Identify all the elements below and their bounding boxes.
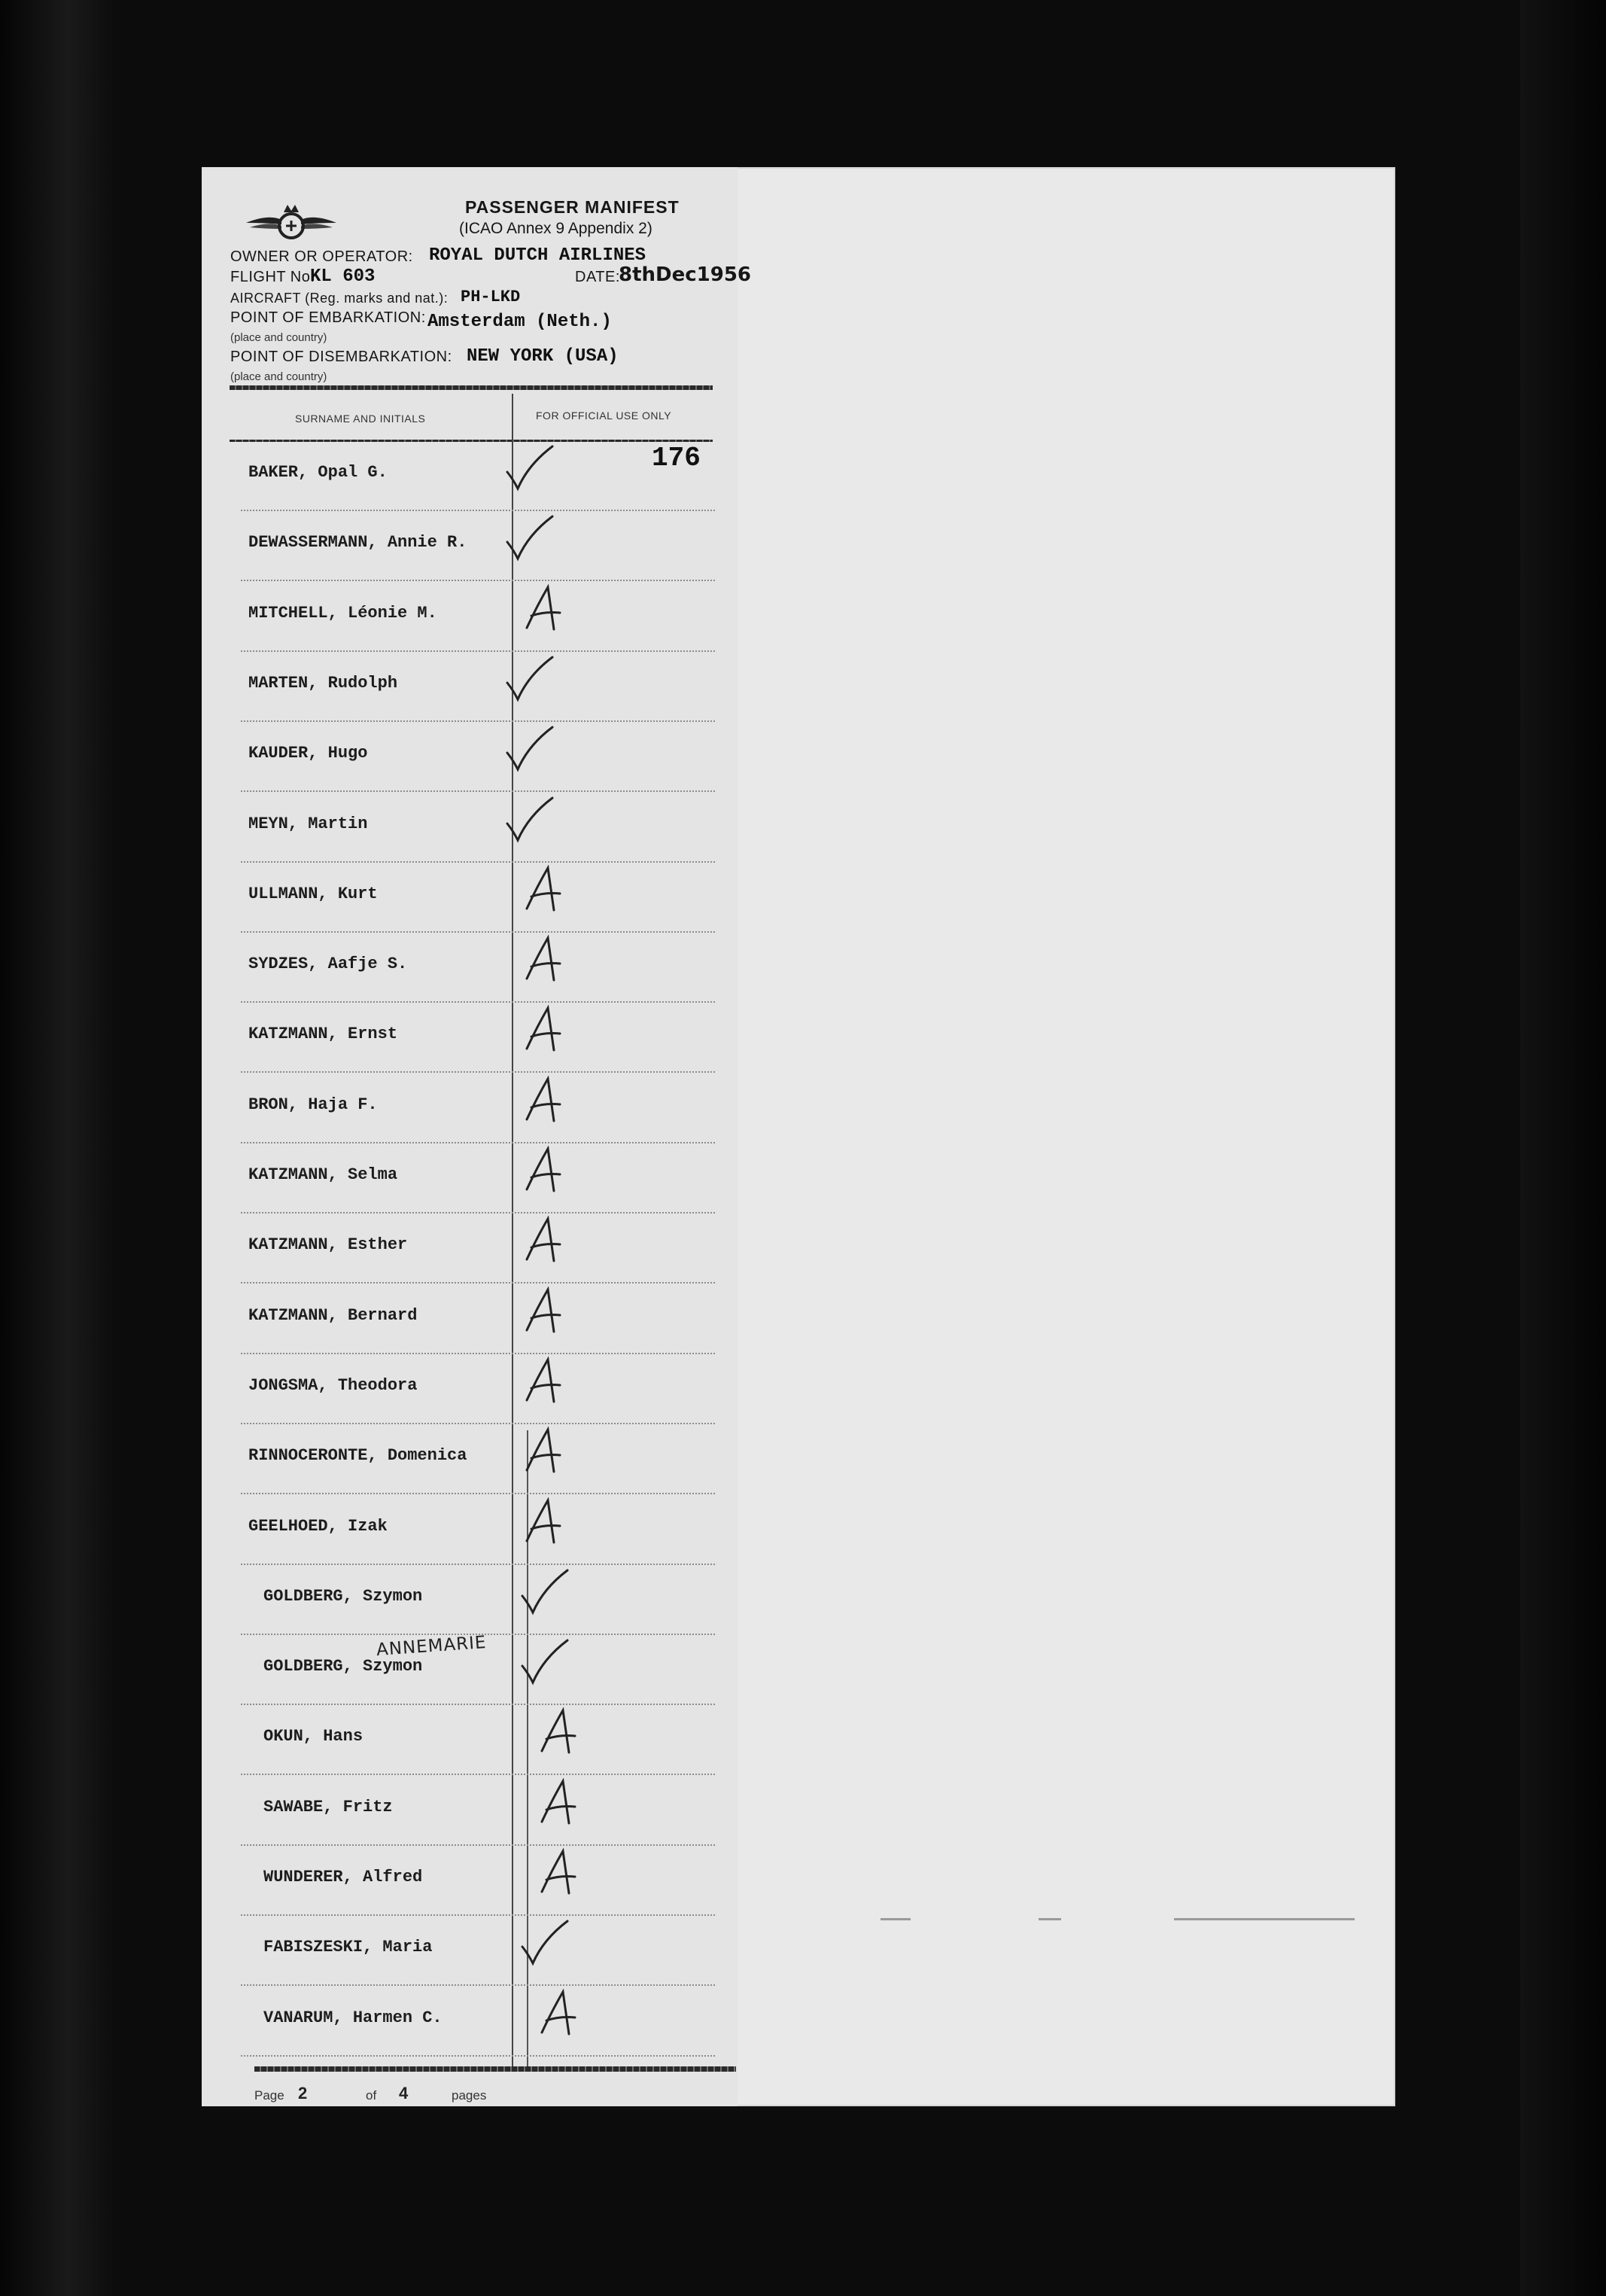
row-rule [241, 861, 715, 863]
passenger-name: ULLMANN, Kurt [248, 884, 378, 903]
handwritten-a-mark [519, 1355, 572, 1408]
owner-value: ROYAL DUTCH AIRLINES [429, 245, 646, 266]
passenger-name: RINNOCERONTE, Domenica [248, 1446, 467, 1466]
row-rule [241, 1984, 715, 1986]
date-value: 8thDec1956 [619, 263, 752, 286]
passenger-name: BAKER, Opal G. [248, 463, 388, 482]
passenger-name: VANARUM, Harmen C. [263, 2008, 443, 2027]
flight-label: FLIGHT No. [230, 269, 315, 285]
row-rule [241, 1142, 715, 1143]
passenger-name: GOLDBERG, Szymon [263, 1586, 423, 1606]
passenger-name: SYDZES, Aafje S. [248, 955, 408, 974]
checkmark-icon [503, 442, 555, 495]
footer-page-label: Page [254, 2088, 284, 2103]
column-divider [512, 394, 513, 2066]
passenger-name: SAWABE, Fritz [263, 1797, 393, 1816]
scan-border-left [0, 0, 113, 2296]
handwritten-a-mark [519, 1496, 572, 1548]
column-header-name: SURNAME AND INITIALS [295, 413, 426, 425]
column-header-official: FOR OFFICIAL USE ONLY [536, 410, 672, 422]
handwritten-a-mark [519, 1074, 572, 1127]
row-rule [241, 1353, 715, 1354]
checkmark-icon [503, 723, 555, 775]
handwritten-a-mark [519, 1425, 572, 1478]
passenger-name: MITCHELL, Léonie M. [248, 603, 437, 623]
airline-logo-icon [242, 197, 340, 250]
footer-rule [254, 2066, 736, 2072]
row-rule [241, 1212, 715, 1213]
form-title: PASSENGER MANIFEST [465, 197, 680, 217]
passenger-name: GEELHOED, Izak [248, 1516, 388, 1536]
passenger-name: KATZMANN, Ernst [248, 1025, 398, 1044]
handwritten-a-mark [534, 1847, 587, 1899]
row-rule [241, 1704, 715, 1705]
checkmark-icon [503, 653, 555, 705]
passenger-name: KAUDER, Hugo [248, 744, 368, 763]
sheet-number: 176 [652, 443, 701, 474]
scan-speck [1174, 1918, 1355, 1920]
handwritten-a-mark [519, 933, 572, 986]
row-rule [241, 1282, 715, 1284]
handwritten-a-mark [534, 1706, 587, 1759]
checkmark-icon [503, 512, 555, 565]
date-label: DATE: [575, 269, 620, 285]
footer-pages-label: pages [452, 2088, 487, 2103]
owner-label: OWNER OR OPERATOR: [230, 248, 413, 265]
row-rule [241, 1493, 715, 1494]
row-rule [241, 1071, 715, 1073]
column-header-rule [230, 440, 713, 442]
checkmark-icon [518, 1566, 570, 1618]
row-rule [241, 720, 715, 722]
disembarkation-label: POINT OF DISEMBARKATION: [230, 349, 452, 365]
row-rule [241, 931, 715, 933]
handwritten-a-mark [519, 583, 572, 635]
checkmark-icon [518, 1636, 570, 1689]
handwritten-a-mark [519, 863, 572, 916]
scan-speck [881, 1918, 911, 1920]
row-rule [241, 650, 715, 652]
row-rule [241, 1844, 715, 1846]
row-rule [241, 2055, 715, 2057]
embarkation-label: POINT OF EMBARKATION: [230, 309, 426, 326]
passenger-name: JONGSMA, Theodora [248, 1375, 418, 1395]
footer-page-number: 2 [298, 2084, 308, 2103]
scan-border-right [1520, 0, 1606, 2296]
disembarkation-value: NEW YORK (USA) [467, 346, 619, 367]
row-rule [241, 1564, 715, 1565]
handwritten-a-mark [519, 1003, 572, 1056]
row-rule [241, 1914, 715, 1916]
handwritten-a-mark [534, 1777, 587, 1829]
flight-value: KL 603 [310, 266, 376, 287]
row-rule [241, 1001, 715, 1003]
checkmark-icon [503, 793, 555, 846]
embarkation-note: (place and country) [230, 331, 327, 344]
passenger-name: GOLDBERG, Szymon [263, 1657, 423, 1676]
passenger-name: KATZMANN, Bernard [248, 1305, 418, 1325]
embarkation-value: Amsterdam (Neth.) [427, 312, 612, 332]
row-rule [241, 1774, 715, 1775]
scan-speck [1039, 1918, 1061, 1920]
disembarkation-note: (place and country) [230, 370, 327, 383]
passenger-name: MEYN, Martin [248, 814, 368, 833]
row-rule [241, 790, 715, 792]
footer-of-label: of [366, 2088, 377, 2103]
form-subtitle: (ICAO Annex 9 Appendix 2) [459, 220, 652, 237]
passenger-name: OKUN, Hans [263, 1727, 363, 1746]
header-rule [230, 385, 713, 390]
handwritten-a-mark [519, 1144, 572, 1197]
passenger-name: WUNDERER, Alfred [263, 1868, 423, 1886]
footer-total-pages: 4 [399, 2084, 409, 2103]
passenger-name: MARTEN, Rudolph [248, 673, 398, 693]
aircraft-value: PH-LKD [461, 288, 521, 306]
handwritten-a-mark [519, 1285, 572, 1338]
handwritten-a-mark [519, 1214, 572, 1267]
handwritten-annotation: ANNEMARIE [376, 1632, 488, 1661]
row-rule [241, 510, 715, 511]
passenger-name: FABISZESKI, Maria [263, 1938, 433, 1957]
handwritten-a-mark [534, 1987, 587, 2040]
checkmark-icon [518, 1917, 570, 1969]
passenger-name: DEWASSERMANN, Annie R. [248, 533, 467, 553]
row-rule [241, 580, 715, 581]
passenger-name: KATZMANN, Esther [248, 1235, 408, 1255]
aircraft-label: AIRCRAFT (Reg. marks and nat.): [230, 291, 449, 306]
passenger-name: BRON, Haja F. [248, 1095, 378, 1114]
row-rule [241, 1423, 715, 1424]
passenger-name: KATZMANN, Selma [248, 1165, 398, 1184]
